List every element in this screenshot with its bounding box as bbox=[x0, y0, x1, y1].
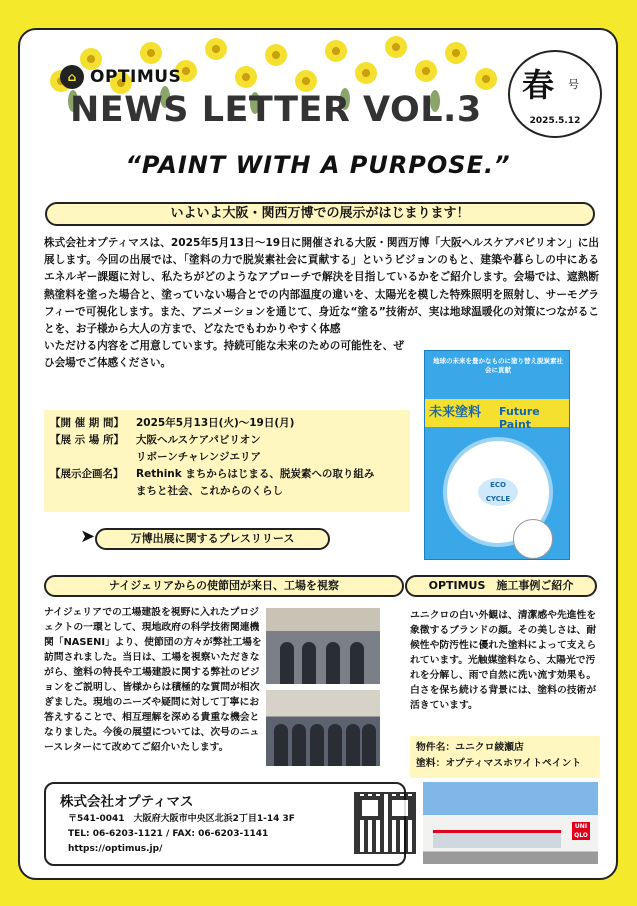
paint-name: 塗料：オプティマスホワイトペイント bbox=[416, 758, 582, 769]
expo-heading: いよいよ大阪・関西万博での展示がはじまります！ bbox=[45, 202, 595, 226]
expo-info-box bbox=[44, 410, 410, 512]
info-row bbox=[50, 466, 404, 483]
info-key: 【開 催 期 間】 bbox=[50, 417, 124, 429]
company-url[interactable]: https://optimus.jp/ bbox=[68, 844, 163, 854]
nigeria-body: ナイジェリアでの工場建設を視野に入れたプロジェクトの一環として、現地政府の科学技術関連機関「NASENI」より、使節団の方々が弊社工場を訪問されました。当日は、工場を視察いただきながら、塗料の特長や工場建設に関する弊社のビジョンをご説明し、皆様からは積極的な質問が相次ぎました。現地のニーズや疑問に対して丁寧にお答えすることで、相互理解を深める貴重な機会となりました。今後の展望については、次号のニュースレターにて改めてご紹介いたします。 bbox=[44, 607, 262, 753]
store-windows bbox=[433, 830, 561, 848]
case-property-box bbox=[410, 736, 600, 778]
property-name: 物件名：ユニクロ綾瀬店 bbox=[416, 742, 524, 753]
info-value: Rethink まちからはじまる、脱炭素への取り組み bbox=[136, 468, 375, 480]
info-value: まちと社会、これからのくらし bbox=[136, 485, 283, 497]
info-row bbox=[50, 415, 404, 432]
newsletter-page bbox=[18, 28, 618, 880]
brand-logo bbox=[60, 65, 181, 89]
info-key: 【展示企画名】 bbox=[50, 468, 124, 480]
nigeria-heading: ナイジェリアからの使節団が来日、工場を視察 bbox=[44, 575, 404, 597]
info-value: 2025年5月13日(火)～19日(月) bbox=[136, 417, 295, 429]
brand-name: OPTIMUS bbox=[90, 67, 182, 87]
delegation-group-photo bbox=[266, 690, 380, 766]
expo-intro-closing: いただける内容をご用意しています。持続可能な未来のための可能性を、ぜひ会場でご体感ください。 bbox=[44, 340, 404, 370]
info-key: 【展 示 場 所】 bbox=[50, 434, 124, 446]
case-heading: OPTIMUS 施工事例ご紹介 bbox=[405, 575, 597, 597]
slogan: “PAINT WITH A PURPOSE.” bbox=[125, 151, 511, 179]
uniqlo-logo-sign: UNI QLO bbox=[572, 822, 590, 840]
info-row bbox=[50, 483, 404, 500]
future-paint-poster bbox=[424, 350, 570, 560]
company-name: 株式会社オプティマス bbox=[60, 794, 194, 810]
info-value: リボーンチャレンジエリア bbox=[136, 451, 261, 463]
info-key bbox=[50, 449, 136, 466]
poster-tagline: 地球の未来を豊かなものに塗り替え脱炭素社会に貢献 bbox=[433, 357, 563, 374]
info-value: 大阪ヘルスケアパビリオン bbox=[136, 434, 261, 446]
season-suffix: 号 bbox=[568, 78, 579, 91]
poster-title-jp: 未来塗料 bbox=[429, 405, 482, 420]
uniqlo-store-photo bbox=[423, 782, 598, 864]
company-box bbox=[44, 782, 406, 866]
pointer-cursor-icon: ➤ bbox=[80, 526, 96, 547]
info-row bbox=[50, 432, 404, 449]
company-contact bbox=[68, 812, 295, 857]
case-body: ユニクロの白い外観は、清潔感や先進性を象徴するブランドの顔。その美しさは、耐候性や防汚性に優れた塗料によって支えられています。光触媒塗料なら、太陽光で汚れを分解し、雨で自然に洗い流す効果も。白さを保ち続ける背景には、塗料の技術が活きています。 bbox=[410, 610, 597, 711]
newsletter-title: NEWS LETTER VOL.3 bbox=[70, 90, 482, 130]
company-phone: TEL: 06-6203-1121 / FAX: 06-6203-1141 bbox=[68, 829, 269, 839]
info-key bbox=[50, 483, 136, 500]
house-icon: ⌂ bbox=[60, 65, 84, 89]
issue-date: 2025.5.12 bbox=[529, 116, 581, 126]
press-release-link[interactable]: 万博出展に関するプレスリリース bbox=[95, 528, 330, 550]
poster-title-en: Future Paint bbox=[499, 405, 540, 431]
factory-visit-photo bbox=[266, 608, 380, 684]
company-address: 〒541-0041 大阪府大阪市中央区北浜2丁目1-14 3F bbox=[68, 814, 295, 824]
season-badge bbox=[508, 50, 602, 138]
season-kanji: 春 bbox=[522, 66, 555, 104]
info-row bbox=[50, 449, 404, 466]
bear-mascot-icon bbox=[513, 519, 553, 559]
qr-code-icon[interactable] bbox=[354, 792, 416, 854]
eco-cycle-label: ECO CYCLE bbox=[478, 478, 518, 506]
expo-intro-text: 株式会社オプティマスは、2025年5月13日～19日に開催される大阪・関西万博「大阪ヘルスケアパビリオン」に出展します。今回の出展では、「塗料の力で脱炭素社会に貢献する」というビジョンのもと、建築や暮らしの中にあるエネルギー課題に対し、私たちがどのようなアプローチで解決を目指しているかをご紹介します。会場では、遮熱断熱塗料を塗った場合と、塗っていない場合とでの内部温度の違いを、太陽光を模した特殊照明を照射し、サーモグラフィーで可視化します。また、アニメーションを通じて、身近な“塗る”技術が、実は地球温暖化の対策につながることを、お子様から大人の方まで、どなたでもわかりやすく体感 bbox=[44, 237, 599, 336]
